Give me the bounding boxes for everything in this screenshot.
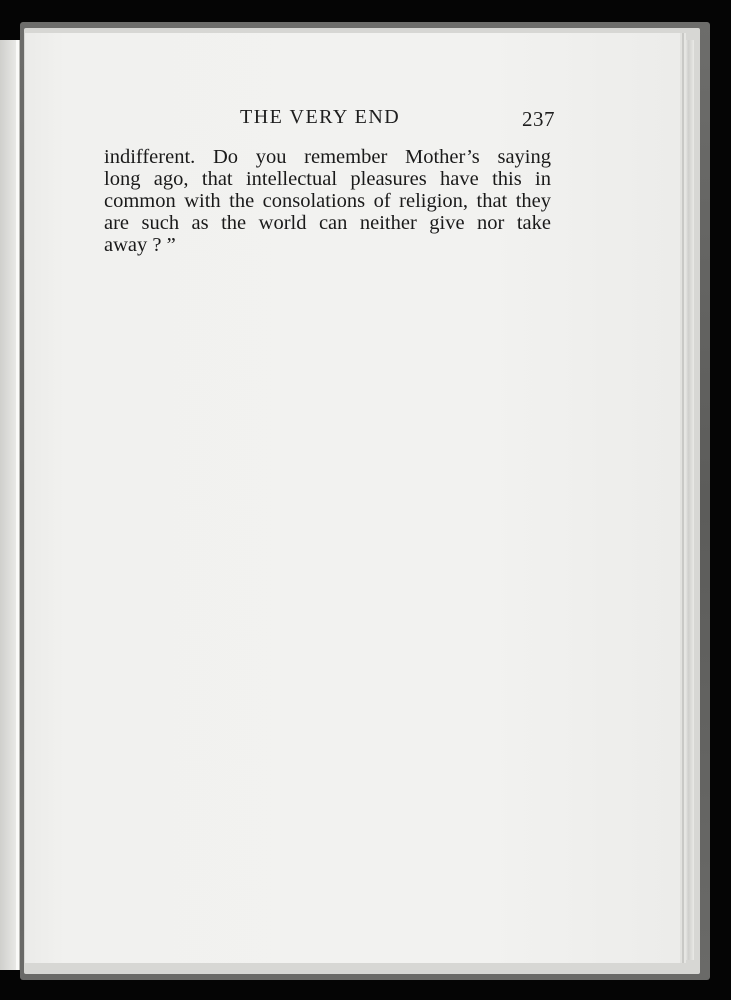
page-header [80,106,555,136]
body-text [104,146,551,256]
page-stack-edge [680,40,694,960]
text-line: are such as the world can neither give nor take [104,212,551,234]
text-line: away ? ” [104,234,176,256]
text-line: long ago, that intellectual pleasures have this in [104,168,551,190]
left-page-fore-edge [16,40,19,970]
text-line: indifferent. Do you remember Mother’s saying [104,146,551,168]
running-head: THE VERY END [240,106,401,128]
page-number: 237 [522,107,555,131]
text-line: common with the consolations of religion, that they [104,190,551,212]
